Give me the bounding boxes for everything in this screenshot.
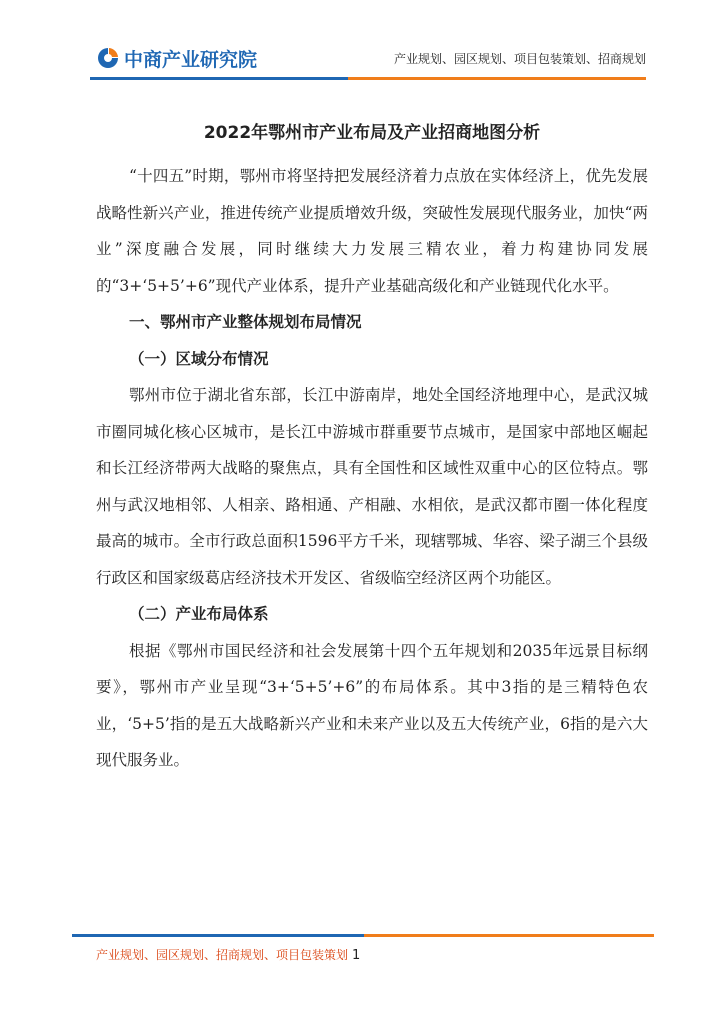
header-divider-blue xyxy=(90,77,348,80)
header-tagline: 产业规划、园区规划、项目包装策划、招商规划 xyxy=(393,52,646,66)
footer-divider-orange xyxy=(364,934,654,937)
header-divider-orange xyxy=(348,77,646,80)
industry-paragraph: 根据《鄂州市国民经济和社会发展第十四个五年规划和2035年远景目标纲要》，鄂州市产业呈现“3+‘5+5’+6”的布局体系。其中3指的是三精特色农业，‘5+5’指的是五大战略新兴产业和未来产业以及五大传统产业，6指的是六大现代服务业。 xyxy=(96,641,648,769)
page-footer xyxy=(96,946,360,963)
logo-icon xyxy=(96,46,120,70)
section-heading: 一、鄂州市产业整体规划布局情况 xyxy=(129,313,362,331)
intro-paragraph: “十四五”时期，鄂州市将坚持把发展经济着力点放在实体经济上，优先发展战略性新兴产业，推进传统产业提质增效升级，突破性发展现代服务业，加快“两业”深度融合发展，同时继续大力发展三精农业，着力构建协同发展的“3+‘5+5’+6”现代产业体系，提升产业基础高级化和产业链现代化水平。 xyxy=(96,167,648,295)
page-number: 1 xyxy=(352,948,361,963)
page-header xyxy=(0,0,724,90)
company-logo xyxy=(96,44,257,72)
logo-text: 中商产业研究院 xyxy=(124,48,258,71)
regional-paragraph: 鄂州市位于湖北省东部，长江中游南岸，地处全国经济地理中心，是武汉城市圈同城化核心区城市，是长江中游城市群重要节点城市，是国家中部地区崛起和长江经济带两大战略的聚焦点，具有全国性和区域性双重中心的区位特点。鄂州与武汉地相邻、人相亲、路相通、产相融、水相依，是武汉都市圈一体化程度最高的城市。全市行政总面积1596平方千米，现辖鄂城、华容、梁子湖三个县级行政区和国家级葛店经济技术开发区、省级临空经济区两个功能区。 xyxy=(96,386,648,587)
document-title: 2022年鄂州市产业布局及产业招商地图分析 xyxy=(203,123,541,143)
footer-tagline: 产业规划、园区规划、招商规划、项目包装策划 xyxy=(96,948,349,962)
subsection-heading-industry: （二）产业布局体系 xyxy=(129,605,269,623)
document-body xyxy=(96,122,648,779)
footer-divider-blue xyxy=(72,934,364,937)
subsection-heading-regional: （一）区域分布情况 xyxy=(129,349,269,368)
